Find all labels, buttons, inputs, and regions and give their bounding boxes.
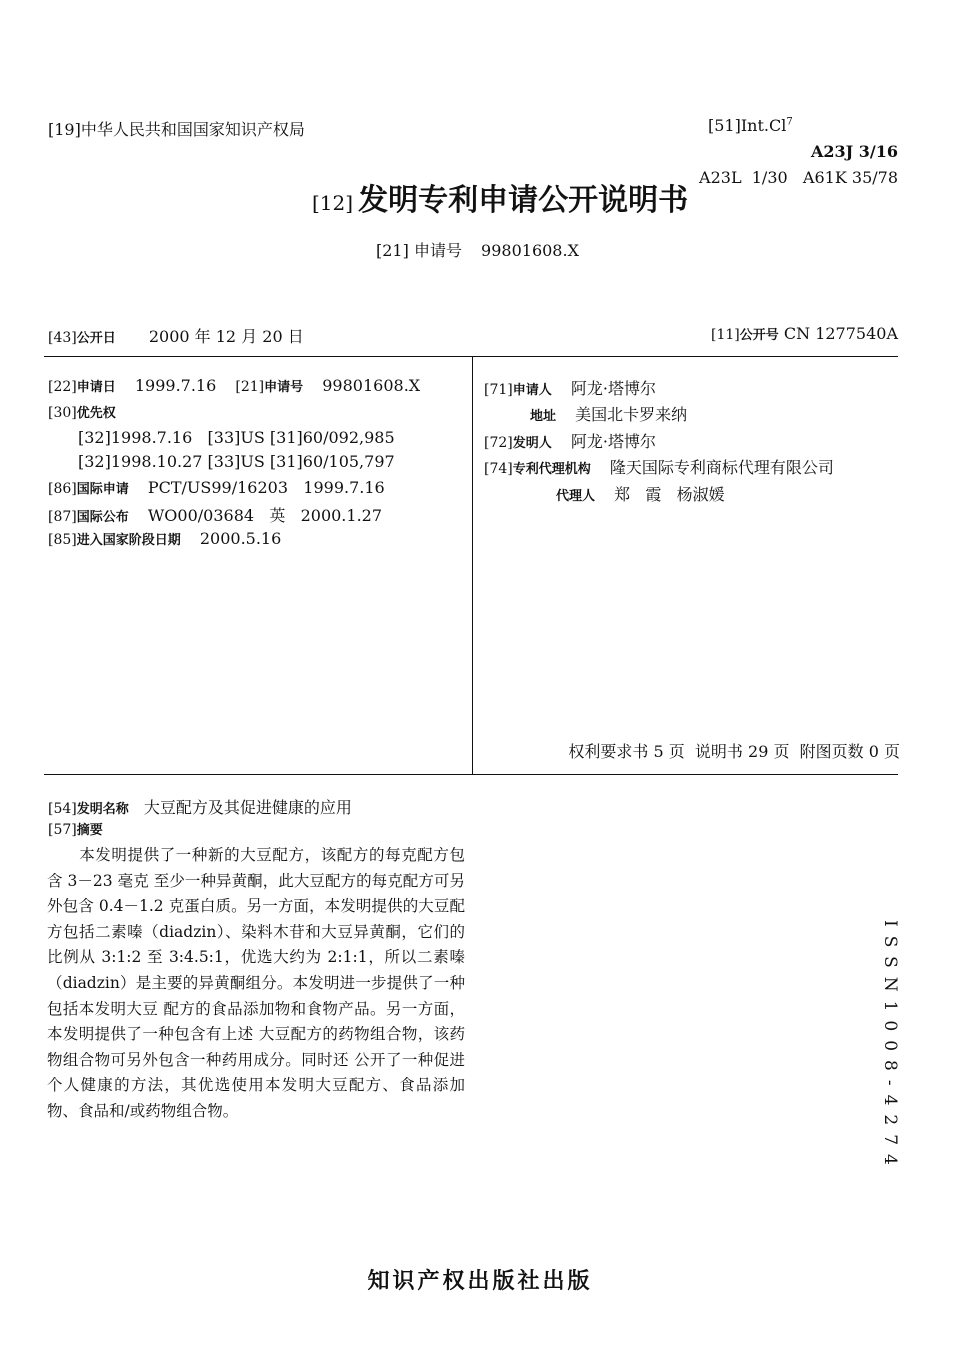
int-cl-version: 7	[786, 116, 793, 128]
abstract-text: 本发明提供了一种新的大豆配方，该配方的每克配方包含 3－23 毫克 至少一种异黄酮，此大豆配方的每克配方可另外包含 0.4－1.2 克蛋白质。另一方面，本发明提供的大豆配方包括二素嗪（diadzin）、染料木苷和大豆异黄酮，它们的比例从 3:1:2 至 3:4.5:1，优选大约为 2:1:1，所以二素嗪（diadzin）是主要的异黄酮组分。本发明进一步提供了一种包括本发明大豆 配方的食品添加物和食物产品。另一方面，本发明提供了一种包含有上述 大豆配方的药物组合物，该药物组合物可另外包含一种药用成分。同时还 公开了一种促进个人健康的方法，其优选使用本发明大豆配方、食品添加 物、食品和/或药物组合物。	[47, 846, 465, 1120]
pub-date-line	[48, 324, 304, 347]
agency-label: 专利代理机构	[512, 462, 591, 477]
national-phase-line	[48, 529, 281, 548]
inventor-label: 发明人	[512, 436, 552, 451]
pub-date-code: [43]	[48, 330, 77, 346]
abstract-heading	[48, 819, 103, 838]
address-line	[530, 402, 687, 425]
doc-code: [12]	[312, 191, 354, 215]
app-no-label: 申请号	[264, 380, 304, 395]
header-app-no	[376, 238, 579, 261]
office-name: 中华人民共和国国家知识产权局	[80, 120, 305, 139]
doc-title-line	[312, 175, 688, 219]
agent-label: 代理人	[556, 489, 596, 504]
pct-pub-label: 国际公布	[76, 510, 129, 525]
priority-line	[48, 402, 116, 421]
page-title: 发明专利申请公开说明书	[358, 183, 689, 218]
pub-no-code: [11]	[711, 327, 740, 343]
divider-vertical	[472, 356, 473, 774]
pct-pub-value: WO00/03684 英 2000.1.27	[147, 506, 383, 525]
inventor-value: 阿龙·塔博尔	[570, 432, 656, 451]
inventor-line	[484, 429, 656, 452]
filing-date-value: 1999.7.16	[134, 376, 217, 395]
pub-date-label: 公开日	[76, 331, 116, 346]
footer-publisher: 知识产权出版社出版	[367, 1268, 593, 1294]
abstract-code: [57]	[48, 822, 77, 838]
app-no-code: [21]	[235, 379, 265, 395]
agency-code: [74]	[484, 461, 513, 477]
int-cl-label: Int.Cl	[740, 116, 787, 135]
ipc-secondary: A23L 1/30 A61K 35/78	[699, 168, 898, 187]
national-phase-label: 进入国家阶段日期	[76, 533, 181, 548]
issn-side-label	[870, 920, 910, 1195]
abstract-label: 摘要	[76, 823, 103, 838]
national-phase-value: 2000.5.16	[199, 529, 282, 548]
pct-pub-line	[48, 503, 382, 526]
pub-no-label: 公开号	[739, 328, 779, 343]
app-no-value: 99801608.X	[322, 376, 421, 395]
priority-code: [30]	[48, 405, 77, 421]
divider-top	[44, 356, 898, 357]
applicant-value: 阿龙·塔博尔	[570, 379, 656, 398]
agency-line	[484, 455, 834, 478]
agency-value: 隆天国际专利商标代理有限公司	[609, 458, 834, 477]
invention-title-value: 大豆配方及其促进健康的应用	[143, 798, 352, 817]
ipc-main: A23J 3/16	[810, 142, 898, 161]
header-app-no-value: 99801608.X	[481, 241, 579, 260]
invention-title-code: [54]	[48, 801, 77, 817]
pct-app-label: 国际申请	[76, 482, 129, 497]
address-value: 美国北卡罗来纳	[575, 405, 688, 424]
applicant-label: 申请人	[512, 383, 552, 398]
issn-text: ISSN1008-4274	[880, 920, 900, 1174]
int-cl-line	[708, 116, 793, 135]
pct-pub-code: [87]	[48, 509, 77, 525]
filing-date-label: 申请日	[76, 380, 116, 395]
header-app-no-label: 申请号	[413, 241, 462, 260]
divider-bottom	[44, 774, 898, 775]
agent-value: 郑 霞 杨淑媛	[614, 485, 725, 504]
pub-no-line	[711, 324, 898, 343]
filing-date-code: [22]	[48, 379, 77, 395]
applicant-code: [71]	[484, 382, 513, 398]
header-app-no-code: [21]	[376, 241, 409, 260]
invention-title-label: 发明名称	[76, 802, 129, 817]
pct-app-code: [86]	[48, 481, 77, 497]
int-cl-code: [51]	[708, 116, 741, 135]
priority-1: [32]1998.7.16 [33]US [31]60/092,985	[78, 428, 395, 447]
address-label: 地址	[530, 409, 557, 424]
priority-2: [32]1998.10.27 [33]US [31]60/105,797	[78, 452, 395, 471]
office-code: [19]	[48, 120, 81, 139]
pct-app-line	[48, 478, 385, 497]
applicant-line	[484, 376, 656, 399]
page-counts: 权利要求书 5 页 说明书 29 页 附图页数 0 页	[568, 742, 900, 761]
national-phase-code: [85]	[48, 532, 77, 548]
inventor-code: [72]	[484, 435, 513, 451]
pct-app-value: PCT/US99/16203 1999.7.16	[147, 478, 385, 497]
pub-no-value: CN 1277540A	[783, 324, 898, 343]
priority-label: 优先权	[76, 406, 116, 421]
pub-date-value: 2000 年 12 月 20 日	[148, 327, 304, 346]
agent-line	[556, 482, 725, 505]
invention-title-line	[48, 795, 352, 818]
filing-line	[48, 376, 420, 395]
office-line	[48, 117, 305, 140]
